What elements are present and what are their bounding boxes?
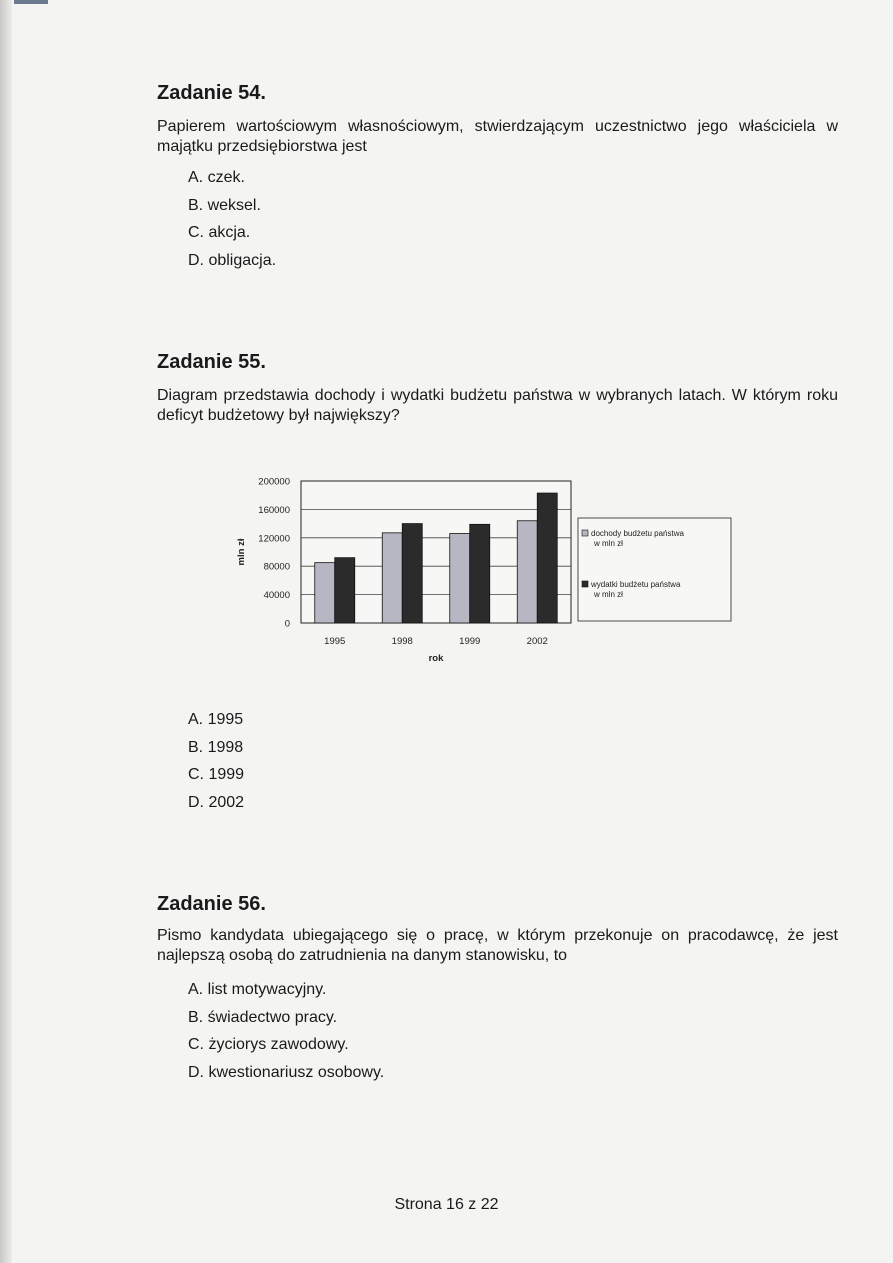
legend-label-wydatki: wydatki budżetu państwa w mln zł (591, 580, 681, 599)
task-54-heading: Zadanie 54. (157, 82, 266, 104)
task-56-question: Pismo kandydata ubiegającego się o pracę, w którym przekonuje on pracodawcę, że jest najlepszą osobą do zatrudnienia na danym stanowisku, to (157, 927, 838, 964)
x-tick-label: 2002 (526, 636, 548, 647)
option-b: B. weksel. (188, 196, 261, 214)
x-axis-title: rok (428, 653, 444, 664)
task-56-heading: Zadanie 56. (157, 893, 266, 915)
option-a: A. 1995 (188, 711, 244, 728)
bar-wydatki-1995 (335, 558, 355, 623)
task-54-question: Papierem wartościowym własnościowym, stwierdzającym uczestnictwo jego właściciela w majątku przedsiębiorstwa jest (157, 118, 838, 155)
scan-tick-mark (14, 0, 48, 4)
chart-legend (578, 518, 731, 621)
y-tick-label: 80000 (263, 561, 290, 573)
y-tick-label: 120000 (258, 533, 290, 545)
y-tick-label: 200000 (258, 476, 290, 488)
legend-label-dochody: dochody budżetu państwa w mln zł (591, 529, 684, 548)
option-b: B. świadectwo pracy. (188, 1008, 338, 1026)
bar-dochody-1995 (315, 563, 335, 623)
option-c: C. 1999 (188, 766, 245, 783)
bar-wydatki-2002 (537, 493, 557, 623)
y-tick-label: 160000 (258, 504, 290, 516)
option-c: C. życiorys zawodowy. (188, 1036, 349, 1053)
task-55-question: Diagram przedstawia dochody i wydatki budżetu państwa w wybranych latach. W którym roku deficyt budżetowy był największy? (157, 387, 838, 424)
x-tick-label: 1998 (391, 636, 413, 647)
task-54-options (188, 168, 276, 278)
task-55-options (188, 710, 244, 820)
x-axis (324, 636, 548, 664)
bar-dochody-1999 (450, 534, 470, 623)
option-c: C. akcja. (188, 224, 251, 241)
y-tick-label: 40000 (263, 590, 290, 602)
x-tick-label: 1999 (459, 636, 481, 647)
legend-swatch-dochody (582, 530, 588, 536)
budget-bar-chart (230, 466, 770, 671)
y-axis (236, 477, 290, 630)
option-a: A. list motywacyjny. (188, 981, 327, 998)
bar-dochody-2002 (517, 521, 537, 623)
task-55-heading: Zadanie 55. (157, 351, 266, 373)
option-a: A. czek. (188, 169, 245, 186)
bar-wydatki-1998 (402, 524, 422, 623)
bar-wydatki-1999 (470, 524, 490, 623)
option-d: D. obligacja. (188, 251, 277, 269)
x-tick-label: 1995 (324, 636, 346, 647)
page-number: Strona 16 z 22 (394, 1196, 499, 1213)
bar-dochody-1998 (382, 533, 402, 623)
task-56-options (188, 980, 384, 1090)
option-d: D. kwestionariusz osobowy. (188, 1063, 385, 1081)
option-b: B. 1998 (188, 738, 244, 756)
scan-left-edge (0, 0, 12, 1263)
y-tick-label: 0 (284, 618, 290, 630)
y-axis-title: mln zł (236, 538, 247, 566)
option-d: D. 2002 (188, 793, 245, 811)
legend-swatch-wydatki (582, 581, 588, 587)
